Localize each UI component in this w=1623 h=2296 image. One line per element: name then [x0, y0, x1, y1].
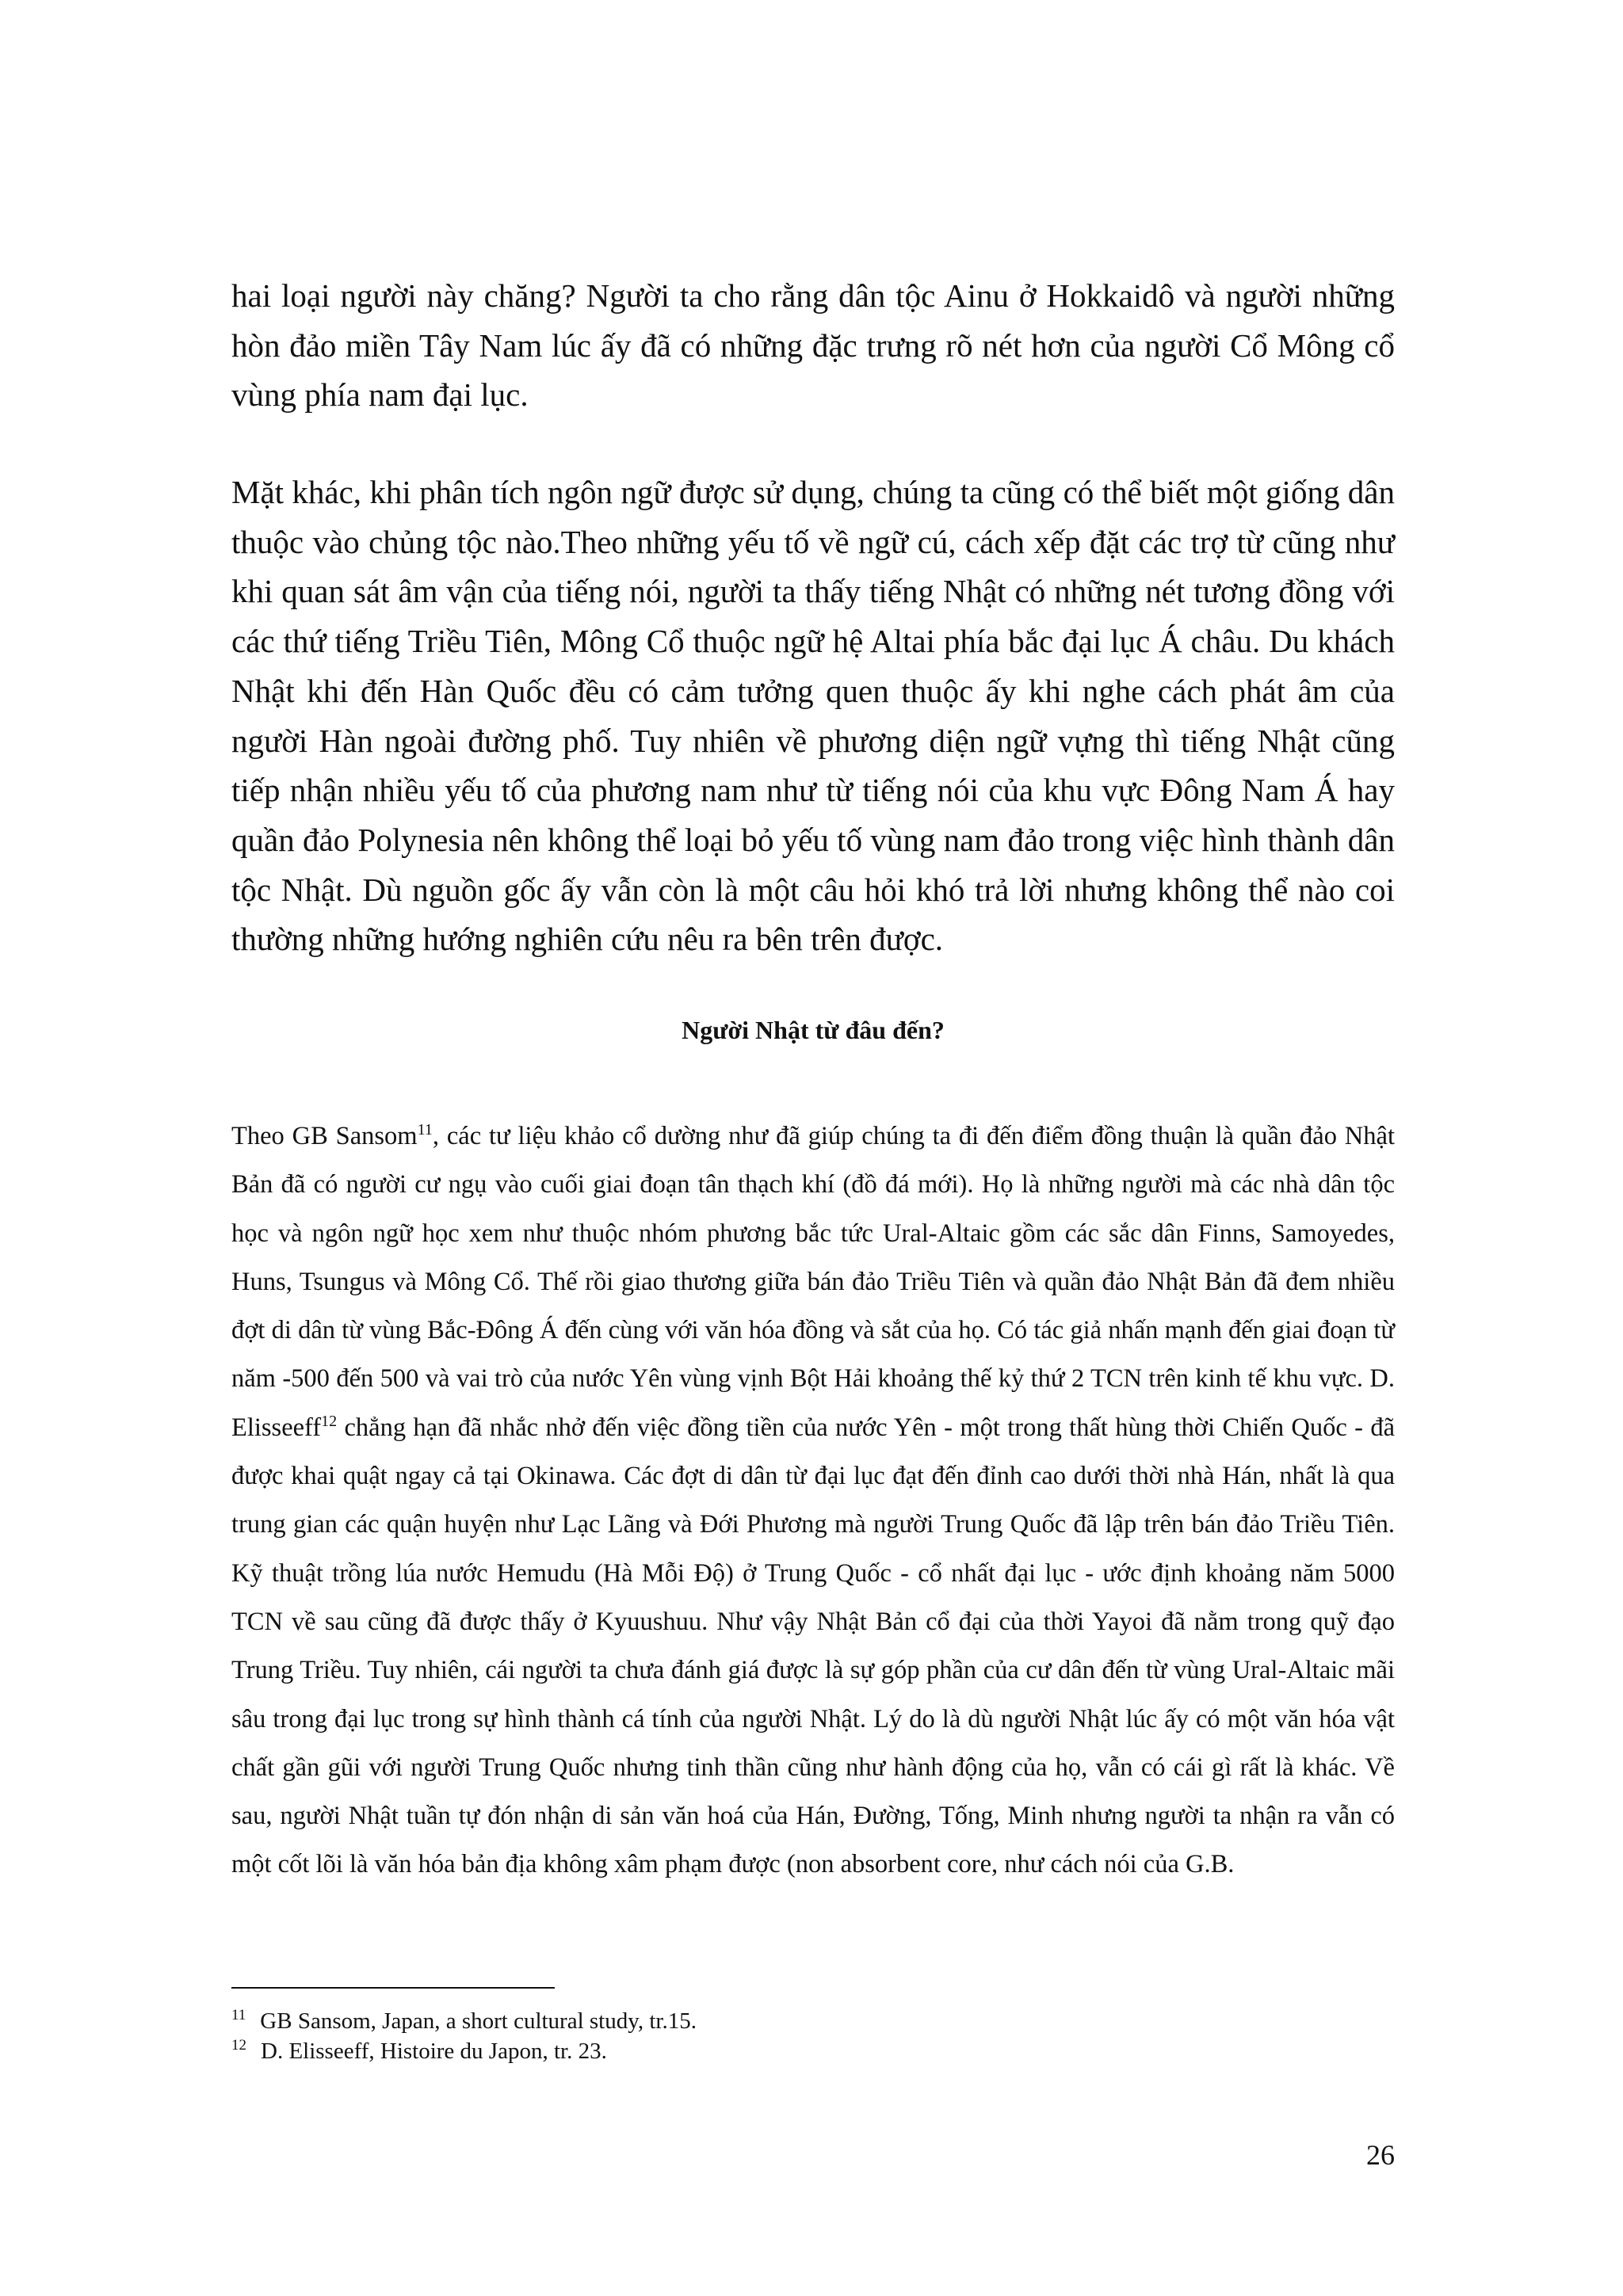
paragraph-text-part-2: , các tư liệu khảo cổ dường như đã giúp chúng ta đi đến điểm đồng thuận là quần đảo Nhật Bản đã có người cư ngụ vào cuối giai đoạn tân thạch khí (đồ đá mới). Họ là những người mà các nhà dân tộc học và ngôn ngữ học xem như thuộc nhóm phương bắc tức Ural-Altaic gồm các sắc dân Finns, Samoyedes, Huns, Tsungus và Mông Cổ. Thế rồi giao thương giữa bán đảo Triều Tiên và quần đảo Nhật Bản đã đem nhiều đợt di dân từ vùng Bắc-Đông Á đến cùng với văn hóa đồng và sắt của họ. Có tác giả nhấn mạnh đến giai đoạn từ năm -500 đến 500 và vai trò của nước Yên vùng vịnh Bột Hải khoảng thế kỷ thứ 2 TCN trên kinh tế khu vực. D. Elisseeff	[231, 1122, 1395, 1442]
page-number: 26	[1366, 2139, 1395, 2171]
paragraph-text-part-3: chẳng hạn đã nhắc nhở đến việc đồng tiền của nước Yên - một trong thất hùng thời Chiến Quốc - đã được khai quật ngay cả tại Okinawa. Các đợt di dân từ đại lục đạt đến đỉnh cao dưới thời nhà Hán, nhất là qua trung gian các quận huyện như Lạc Lãng và Đới Phương mà người Trung Quốc đã lập trên bán đảo Triều Tiên. Kỹ thuật trồng lúa nước Hemudu (Hà Mỗi Độ) ở Trung Quốc - cổ nhất đại lục - ước định khoảng năm 5000 TCN về sau cũng đã được thấy ở Kyuushuu. Như vậy Nhật Bản cổ đại của thời Yayoi đã nằm trong quỹ đạo Trung Triều. Tuy nhiên, cái người ta chưa đánh giá được là sự góp phần của cư dân đến từ vùng Ural-Altaic mãi sâu trong đại lục trong sự hình thành cá tính của người Nhật. Lý do là dù người Nhật lúc ấy có một văn hóa vật chất gần gũi với người Trung Quốc nhưng tinh thần cũng như hành động của họ, vẫn có cái gì rất là khác. Về sau, người Nhật tuần tự đón nhận di sản văn hoá của Hán, Đường, Tống, Minh nhưng người ta nhận ra vẫn có một cốt lõi là văn hóa bản địa không xâm phạm được (non absorbent core, như cách nói của G.B.	[231, 1413, 1395, 1879]
footnote-number: 12	[231, 2037, 246, 2054]
footnote-reference-12[interactable]: 12	[321, 1412, 338, 1430]
paragraph-sansom-archaeology	[231, 1112, 1395, 1890]
paragraph-language-analysis: Mặt khác, khi phân tích ngôn ngữ được sử dụng, chúng ta cũng có thể biết một giống dân thuộc vào chủng tộc nào.Theo những yếu tố về ngữ cú, cách xếp đặt các trợ từ cũng như khi quan sát âm vận của tiếng nói, người ta thấy tiếng Nhật có những nét tương đồng với các thứ tiếng Triều Tiên, Mông Cổ thuộc ngữ hệ Altai phía bắc đại lục Á châu. Du khách Nhật khi đến Hàn Quốc đều có cảm tưởng quen thuộc ấy khi nghe cách phát âm của người Hàn ngoài đường phố. Tuy nhiên về phương diện ngữ vựng thì tiếng Nhật cũng tiếp nhận nhiều yếu tố của phương nam như từ tiếng nói của khu vực Đông Nam Á hay quần đảo Polynesia nên không thể loại bỏ yếu tố vùng nam đảo trong việc hình thành dân tộc Nhật. Dù nguồn gốc ấy vẫn còn là một câu hỏi khó trả lời nhưng không thể nào coi thường những hướng nghiên cứu nêu ra bên trên được.	[231, 474, 1395, 958]
section-heading: Người Nhật từ đâu đến?	[682, 1016, 945, 1044]
footnote-text: GB Sansom, Japan, a short cultural study, tr.15.	[260, 2008, 697, 2034]
footnote-11	[231, 2006, 1395, 2036]
paragraph-ainu-origins: hai loại người này chăng? Người ta cho rằng dân tộc Ainu ở Hokkaidô và người những hòn đảo miền Tây Nam lúc ấy đã có những đặc trưng rõ nét hơn của người Cổ Mông cổ vùng phía nam đại lục.	[231, 277, 1395, 414]
footnote-12	[231, 2036, 1395, 2066]
footnote-number: 11	[231, 2007, 246, 2024]
footnote-divider	[231, 1987, 555, 1989]
footnotes	[231, 2006, 1395, 2066]
paragraph-text-part-1: Theo GB Sansom	[231, 1122, 418, 1150]
footnote-reference-11[interactable]: 11	[417, 1121, 433, 1139]
footnote-text: D. Elisseeff, Histoire du Japon, tr. 23.	[261, 2039, 607, 2064]
